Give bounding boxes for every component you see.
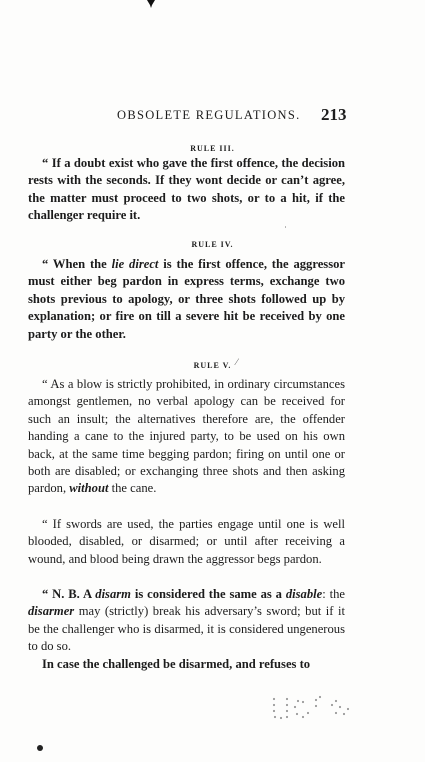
rule-3-text: “ If a doubt exist who gave the first offence, the decision rests with the seconds. If they wont decide or can’t agree, the matter must proceed to two shots, or to a hit, if the challenger require it. <box>28 156 345 223</box>
rule-5-para-2: “ If swords are used, the parties engage until one is well blooded, disabled, or disarmed; or until after receiving a wound, and blood being drawn the aggressor begs pardon. <box>28 517 345 566</box>
rule-4-text <box>28 256 345 343</box>
page-number: 213 <box>321 105 347 124</box>
rule-4-heading: RULE IV. <box>191 240 234 249</box>
running-head: OBSOLETE REGULATIONS. <box>117 108 301 122</box>
rule-3-heading: RULE III. <box>190 144 235 153</box>
rule-5-para-3-em-1: disarm <box>95 587 131 601</box>
rule-5-para-1-b: the cane. <box>108 481 157 496</box>
rule-5-para-1-emphasis: without <box>69 481 109 496</box>
rule-5-para-3-em-3: disarmer <box>28 604 75 619</box>
rule-5-para-3-c: : the <box>322 587 345 601</box>
rule-4-emphasis: lie direct <box>111 257 159 271</box>
page-header <box>0 105 425 126</box>
margin-dot <box>37 745 43 751</box>
rule-5-para-3-d: may (strictly) break his adversary’s sword; but if it be the challenger who is disarmed, it is considered ungenerous to do so. <box>28 604 345 654</box>
rule-5-para-4 <box>42 656 345 673</box>
stray-mark: ˙ <box>284 225 287 235</box>
rule-5-para-3-em-2: disable <box>285 587 323 601</box>
rule-5-para-4-text: In case the challenged be disarmed, and refuses to <box>42 657 311 671</box>
stray-mark-2: ⁄ <box>236 357 238 367</box>
rule-4-text-a: “ When the <box>42 257 112 271</box>
ink-blot-mark <box>146 0 156 8</box>
rule-4-text-b: is the first offence, the aggressor must either beg pardon in express terms, exchange two shots previous to apology, or three shots followed up by explanation; or fire on till a severe hit be received by one party or the other. <box>28 257 345 341</box>
rule-5-para-3 <box>28 586 345 656</box>
rule-5-para-1 <box>28 376 345 498</box>
rule-5-para-1-a: “ As a blow is strictly prohibited, in ordinary circumstances amongst gentlemen, no verbal apology can be received for such an insult; the alternatives therefore are, the offender handing a cane to the injured party, to be used on his own back, at the same time begging pardon; firing on until one or both are disabled; or exchanging three shots and then asking pardon, <box>28 377 345 496</box>
rule-5-heading: RULE V. <box>193 361 232 370</box>
rule-5-para-3-b: is considered the same as a <box>130 587 286 601</box>
library-stamp-mark <box>270 693 352 723</box>
rule-5-para-3-a: “ N. B. A <box>42 587 96 601</box>
